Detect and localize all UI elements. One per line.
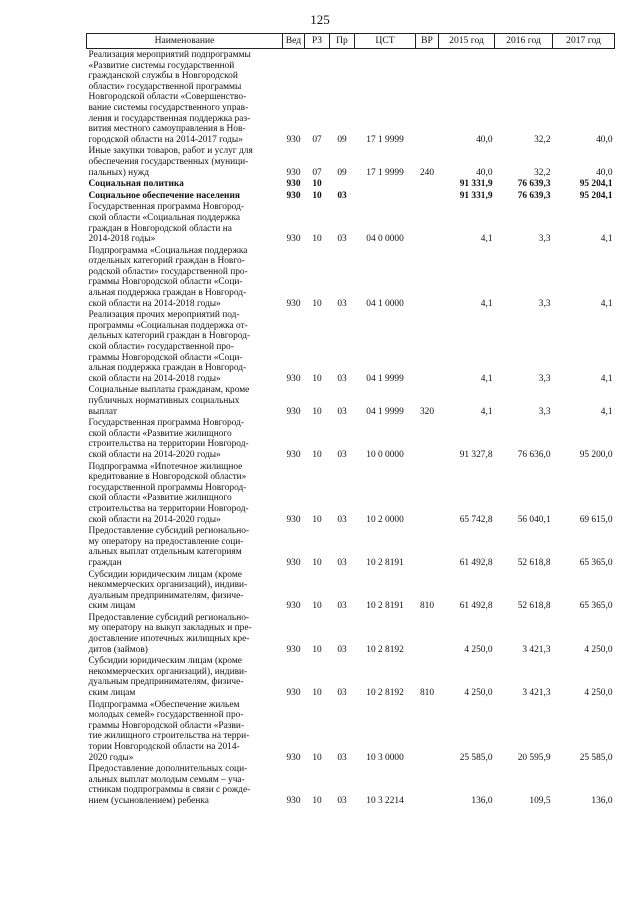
cell-2016: 3,3 [538,406,551,417]
cell-vr [416,461,439,526]
cell-2015: 91 327,8 [459,449,493,460]
table-row [87,461,615,526]
cell-2017: 4,1 [600,406,613,417]
cell-vr [416,201,439,244]
cell-ved: 930 [286,373,301,384]
cell-2015: 4 250,0 [464,688,493,699]
table-row [87,190,615,202]
cell-name: Субсидии юридическим лицам (кроме некоммерческих организаций), индиви- дуальным предпринимателям, физиче- ским лицам [88,569,248,612]
cell-ved: 930 [286,134,301,145]
cell-cst: 10 2 0000 [366,514,404,525]
cell-2017: 4 250,0 [584,644,613,655]
page-number: 125 [310,12,330,27]
cell-pr: 03 [337,601,347,612]
cell-name: Иные закупки товаров, работ и услуг для обеспечения государственных (муници- пальных) нужд [88,146,253,178]
cell-2016: 3,3 [538,234,551,245]
cell-pr: 03 [337,752,347,763]
cell-vr: 240 [419,167,435,178]
cell-2015: 61 492,8 [459,601,493,612]
cell-cst: 04 1 0000 [366,298,404,309]
cell-2015: 4,1 [480,234,493,245]
cell-ved: 930 [286,167,301,178]
cell-vr [416,525,439,568]
cell-pr: 03 [337,795,347,806]
cell-2017: 95 204,1 [579,190,613,201]
budget-table [86,33,615,807]
cell-ved: 930 [286,190,301,201]
cell-cst: 04 0 0000 [366,234,404,245]
cell-2016: 3,3 [538,298,551,309]
cell-pr: 03 [337,449,347,460]
cell-name: Предоставление дополнительных соци- альных выплат молодым семьям – уча- стникам подпрограммы в связи с рожде- нием (усыновлением) ребенка [88,764,251,806]
cell-name: Реализация прочих мероприятий под- программы «Социальная поддержка от- дельных категорий граждан в Новгород- ской области» государственной про- граммы Новгородской области «Соци- альная поддержка граждан в Новгород- ской области на 2014-2018 годы» [88,310,251,384]
cell-rz: 10 [312,298,322,309]
cell-ved: 930 [286,644,301,655]
cell-vr: 810 [419,688,435,699]
table-row [87,699,615,764]
cell-2017: 95 200,0 [579,449,613,460]
cell-pr: 03 [337,406,347,417]
header-vr: ВР [416,34,439,49]
cell-cst: 17 1 9999 [366,167,404,178]
cell-2016: 20 595,9 [517,752,551,763]
cell-rz: 10 [312,752,322,763]
cell-ved: 930 [286,795,301,806]
cell-name: Предоставление субсидий регионально- му оператору на выкуп закладных и пре- доставление ипотечных жилищных кре- дитов (займов) [88,612,252,655]
table-row [87,201,615,244]
cell-cst: 10 3 2214 [366,795,404,806]
cell-2015: 40,0 [476,167,493,178]
cell-2015: 61 492,8 [459,557,493,568]
cell-2015: 4,1 [480,373,493,384]
cell-pr: 03 [337,514,347,525]
cell-cst: 10 2 8191 [366,557,404,568]
cell-vr [416,612,439,655]
cell-ved: 930 [286,752,301,763]
header-name: Наименование [87,34,283,49]
cell-cst: 10 2 8191 [366,601,404,612]
cell-2016: 109,5 [529,795,551,806]
cell-2017: 95 204,1 [579,179,613,190]
cell-2017: 65 365,0 [579,557,613,568]
cell-rz: 10 [312,179,322,190]
cell-name: Государственная программа Новгород- ской области «Социальная поддержка граждан в Новгородской области на 2014-2018 годы» [88,202,244,245]
cell-2017: 4,1 [600,298,613,309]
cell-pr: 03 [337,688,347,699]
cell-2016: 3 421,3 [522,644,551,655]
cell-pr: 03 [337,557,347,568]
cell-2016: 3,3 [538,373,551,384]
cell-pr: 03 [337,234,347,245]
cell-vr [416,309,439,384]
cell-ved: 930 [286,688,301,699]
cell-2015: 25 585,0 [459,752,493,763]
table-row [87,417,615,460]
cell-2017: 4,1 [600,234,613,245]
cell-2017: 4 250,0 [584,688,613,699]
cell-rz: 10 [312,406,322,417]
cell-2015: 40,0 [476,134,493,145]
header-ved: Вед [283,34,305,49]
table-row [87,763,615,806]
table-row [87,384,615,417]
cell-2016: 32,2 [534,134,551,145]
cell-pr [330,178,355,190]
cell-vr [416,190,439,202]
cell-name: Субсидии юридическим лицам (кроме некоммерческих организаций), индиви- дуальным предпринимателям, физиче- ским лицам [88,656,248,699]
cell-2015: 91 331,9 [459,190,493,201]
header-cst: ЦСТ [355,34,416,49]
cell-2015: 65 742,8 [459,514,493,525]
cell-2015: 4,1 [480,406,493,417]
cell-name: Социальное обеспечение населения [88,190,240,201]
cell-rz: 10 [312,688,322,699]
header-2017: 2017 год [553,34,615,49]
cell-rz: 10 [312,557,322,568]
cell-2015: 4 250,0 [464,644,493,655]
cell-vr: 810 [419,601,435,612]
cell-rz: 10 [312,514,322,525]
cell-ved: 930 [286,514,301,525]
cell-name: Государственная программа Новгород- ской области «Развитие жилищного строительства на территории Новгород- ской области на 2014-2020 годы» [88,418,249,460]
cell-2017: 25 585,0 [579,752,613,763]
cell-2015: 4,1 [480,298,493,309]
cell-vr [416,699,439,764]
cell-2017: 4,1 [600,373,613,384]
cell-cst: 17 1 9999 [366,134,404,145]
cell-pr: 09 [337,167,347,178]
cell-2017: 136,0 [591,795,613,806]
cell-vr [416,763,439,806]
cell-2015: 91 331,9 [459,179,493,190]
cell-pr: 03 [337,298,347,309]
cell-ved: 930 [286,557,301,568]
cell-ved: 930 [286,234,301,245]
table-row [87,49,615,146]
cell-cst: 04 1 9999 [366,373,404,384]
cell-cst: 10 0 0000 [366,449,404,460]
cell-cst [355,178,416,190]
table-row [87,145,615,178]
table-row [87,569,615,612]
cell-2016: 52 618,8 [517,601,551,612]
cell-cst: 04 1 9999 [366,406,404,417]
cell-cst: 10 2 8192 [366,644,404,655]
cell-2016: 32,2 [534,167,551,178]
cell-ved: 930 [286,449,301,460]
cell-2017: 40,0 [596,134,613,145]
cell-name: Подпрограмма «Социальная поддержка отдельных категорий граждан в Новго- родской области» государственной про- граммы Новгородской области «Соци- альная поддержка граждан в Новгород- ской области на 2014-2018 годы» [88,245,248,309]
table-row [87,245,615,310]
cell-ved: 930 [286,298,301,309]
cell-rz: 10 [312,234,322,245]
header-2015: 2015 год [439,34,495,49]
header-pr: Пр [330,34,355,49]
cell-name: Реализация мероприятий подпрограммы «Развитие системы государственной гражданской службы в Новгородской области» государственной программы Новгородской области «Совершенство- вание системы государственного управ- ления и государственная поддержка раз- вития местного самоуправления в Нов- городской области на 2014-2017 годы» [88,50,251,145]
cell-pr: 09 [337,134,347,145]
cell-name: Подпрограмма «Ипотечное жилищное кредитование в Новгородской области» государственной программы Новгород- ской области «Развитие жилищного строительства на территории Новгород- ской области на 2014-2020 годы» [88,461,249,525]
table-row [87,612,615,655]
cell-rz: 10 [312,601,322,612]
cell-2015: 136,0 [471,795,493,806]
header-row [87,34,615,49]
cell-vr [416,178,439,190]
header-rz: РЗ [305,34,330,49]
table-row [87,525,615,568]
table-row [87,178,615,190]
cell-2016: 76 639,3 [517,179,551,190]
cell-vr [416,49,439,146]
cell-pr: 03 [337,190,347,201]
cell-cst [355,190,416,202]
cell-vr [416,417,439,460]
cell-ved: 930 [286,406,301,417]
cell-cst: 10 2 8192 [366,688,404,699]
header-2016: 2016 год [495,34,553,49]
cell-rz: 10 [312,190,322,201]
cell-2016: 56 040,1 [517,514,551,525]
cell-rz: 10 [312,644,322,655]
cell-vr: 320 [419,406,435,417]
table-row [87,655,615,698]
cell-2016: 52 618,8 [517,557,551,568]
cell-rz: 07 [312,167,322,178]
cell-cst: 10 3 0000 [366,752,404,763]
cell-name: Подпрограмма «Обеспечение жильем молодых семей» государственной про- граммы Новгородской области «Разви- тие жилищного строительства на терри- тории Новгородской области на 2014- 2020 годы» [88,699,250,763]
cell-2017: 40,0 [596,167,613,178]
cell-2016: 3 421,3 [522,688,551,699]
cell-name: Предоставление субсидий регионально- му оператору на предоставление соци- альных выплат отдельным категориям граждан [88,526,250,568]
cell-pr: 03 [337,373,347,384]
cell-vr [416,245,439,310]
cell-2016: 76 636,0 [517,449,551,460]
cell-name: Социальная политика [88,179,184,190]
cell-rz: 07 [312,134,322,145]
cell-rz: 10 [312,795,322,806]
cell-2016: 76 639,3 [517,190,551,201]
cell-2017: 69 615,0 [579,514,613,525]
cell-ved: 930 [286,179,301,190]
cell-rz: 10 [312,449,322,460]
cell-2017: 65 365,0 [579,601,613,612]
cell-pr: 03 [337,644,347,655]
table-row [87,309,615,384]
cell-name: Социальные выплаты гражданам, кроме публичных нормативных социальных выплат [88,385,250,417]
cell-rz: 10 [312,373,322,384]
cell-ved: 930 [286,601,301,612]
